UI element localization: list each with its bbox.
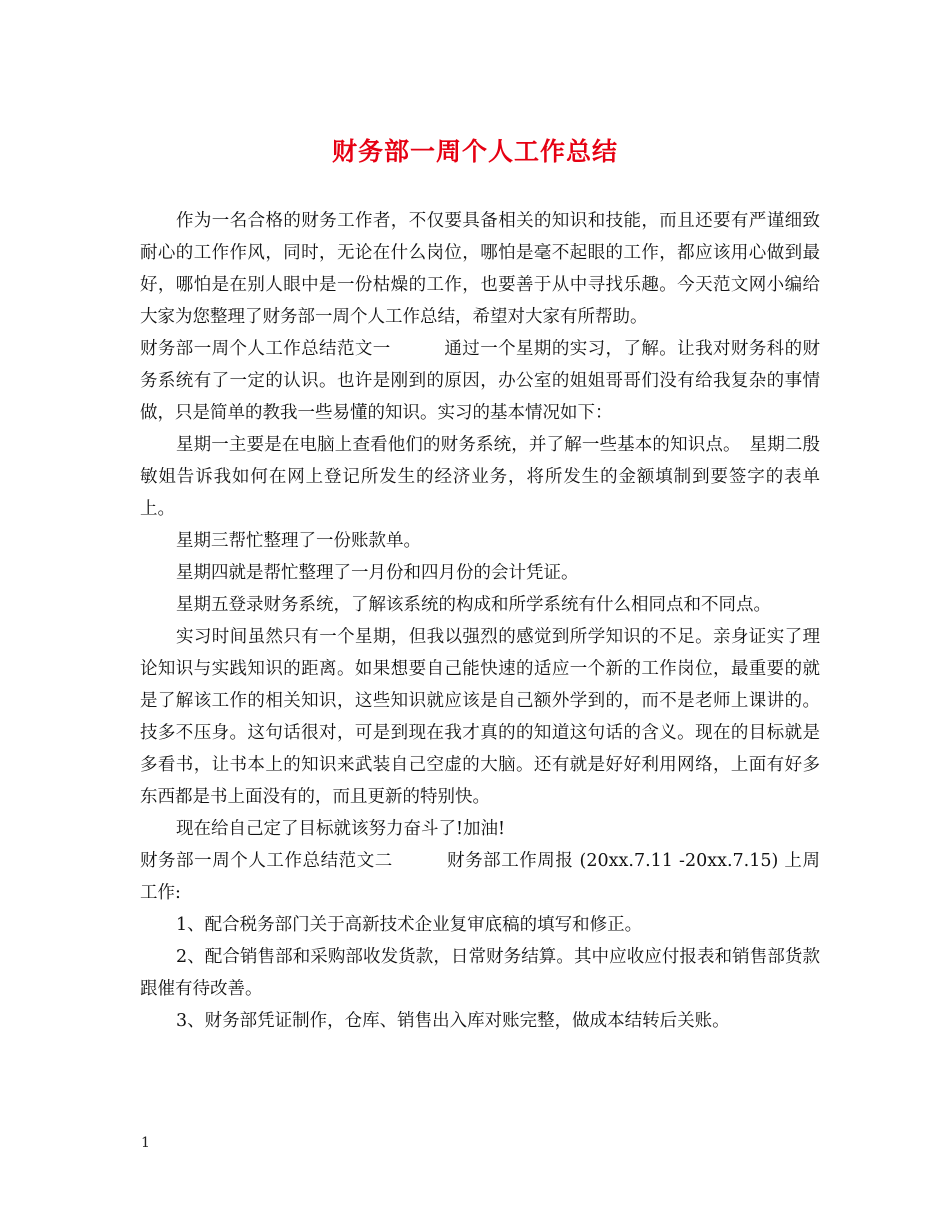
page-number: 1	[141, 1135, 150, 1151]
paragraph: 星期三帮忙整理了一份账款单。	[176, 531, 421, 551]
paragraph: 2、配合销售部和采购部收发货款，日常财务结算。其中应收应付报表和销售部货款跟催有待改善。	[140, 947, 820, 999]
paragraph: 1、配合税务部门关于高新技术企业复审底稿的填写和修正。	[176, 915, 643, 935]
document-title: 财务部一周个人工作总结	[331, 137, 618, 166]
paragraph: 财务部一周个人工作总结范文二 财务部工作周报 (20xx.7.11 -20xx.7.15) 上周工作:	[140, 851, 820, 903]
paragraph: 星期五登录财务系统，了解该系统的构成和所学系统有什么相同点和不同点。	[176, 595, 771, 615]
paragraph: 星期四就是帮忙整理了一月份和四月份的会计凭证。	[176, 563, 579, 583]
paragraph: 星期一主要是在电脑上查看他们的财务系统，并了解一些基本的知识点。 星期二殷敏姐告诉我如何在网上登记所发生的经济业务，将所发生的金额填制到要签字的表单上。	[140, 435, 820, 519]
paragraph: 3、财务部凭证制作，仓库、销售出入库对账完整，做成本结转后关账。	[176, 1011, 730, 1031]
paragraph: 作为一名合格的财务工作者，不仅要具备相关的知识和技能，而且还要有严谨细致耐心的工作作风，同时，无论在什么岗位，哪怕是毫不起眼的工作，都应该用心做到最好，哪怕是在别人眼中是一份枯燥的工作，也要善于从中寻找乐趣。今天范文网小编给大家为您整理了财务部一周个人工作总结，希望对大家有所帮助。	[140, 211, 820, 327]
paragraph: 现在给自己定了目标就该努力奋斗了!加油!	[176, 819, 506, 839]
paragraph: 财务部一周个人工作总结范文一 通过一个星期的实习，了解。让我对财务科的财务系统有了一定的认识。也许是刚到的原因，办公室的姐姐哥哥们没有给我复杂的事情做，只是简单的教我一些易懂的知识。实习的基本情况如下：	[140, 339, 820, 423]
document-body	[140, 205, 820, 1037]
paragraph: 实习时间虽然只有一个星期，但我以强烈的感觉到所学知识的不足。亲身证实了理论知识与实践知识的距离。如果想要自己能快速的适应一个新的工作岗位，最重要的就是了解该工作的相关知识，这些知识就应该是自己额外学到的，而不是老师上课讲的。技多不压身。这句话很对，可是到现在我才真的的知道这句话的含义。现在的目标就是多看书，让书本上的知识来武装自己空虚的大脑。还有就是好好利用网络，上面有好多东西都是书上面没有的，而且更新的特别快。	[140, 627, 820, 807]
